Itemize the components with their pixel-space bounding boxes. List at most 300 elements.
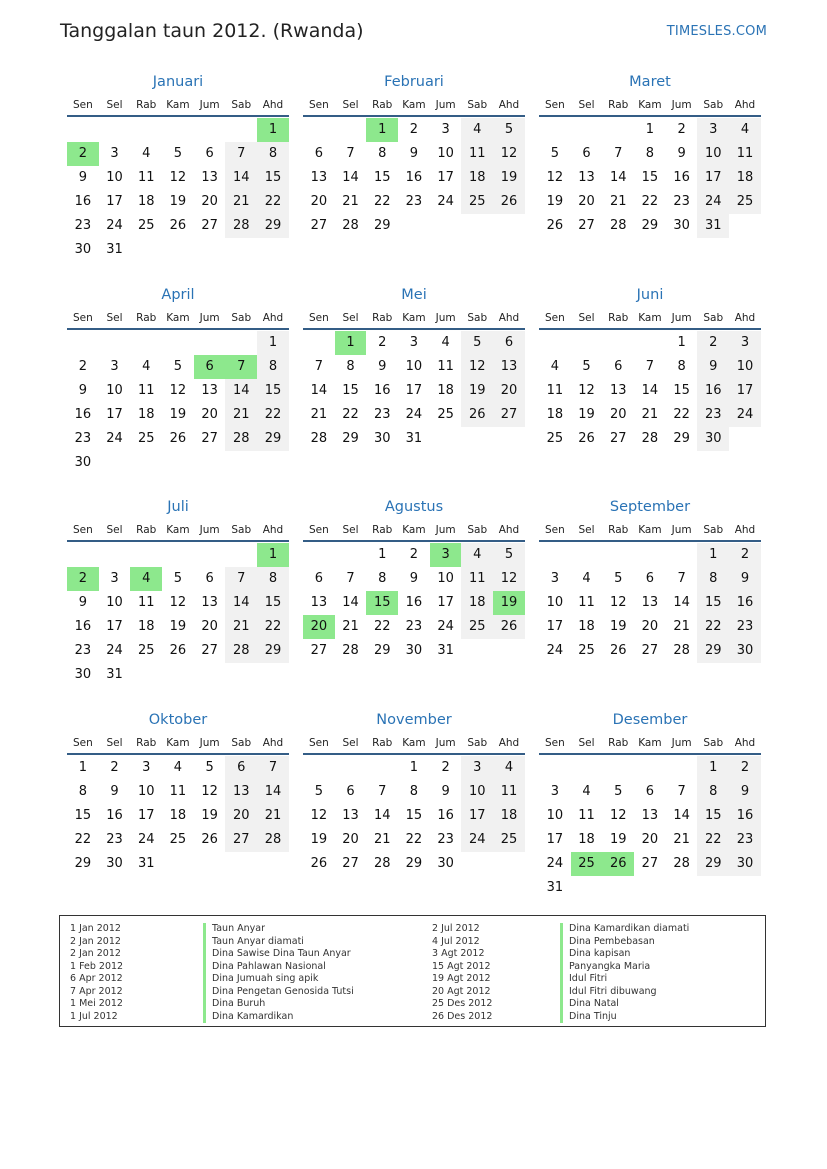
day-cell: 22 bbox=[257, 190, 289, 214]
day-cell: 20 bbox=[493, 379, 525, 403]
weekday-label: Jum bbox=[671, 99, 692, 111]
day-cell: 25 bbox=[169, 832, 187, 847]
day-cell: 28 bbox=[342, 643, 359, 658]
empty-cell bbox=[461, 639, 493, 663]
day-cell: 22 bbox=[673, 407, 690, 422]
day-cell: 5 bbox=[461, 331, 493, 355]
legend-date: 2 Jan 2012 bbox=[70, 935, 121, 947]
day-cell: 25 bbox=[461, 190, 493, 214]
weekday-label: Ahd bbox=[498, 737, 520, 749]
empty-cell bbox=[493, 214, 525, 238]
day-cell: 8 bbox=[257, 567, 289, 591]
week-row bbox=[303, 591, 525, 615]
empty-cell bbox=[335, 543, 367, 567]
day-cell: 29 bbox=[641, 218, 659, 233]
empty-cell bbox=[225, 852, 257, 876]
month-juni bbox=[539, 285, 761, 451]
day-cell: 20 bbox=[201, 194, 218, 209]
weekday-label: Kam bbox=[638, 737, 662, 749]
day-cell: 15 bbox=[697, 804, 729, 828]
day-cell: 16 bbox=[74, 407, 92, 422]
day-cell: 15 bbox=[342, 383, 359, 398]
day-cell: 9 bbox=[78, 383, 87, 398]
day-cell: 3 bbox=[441, 122, 450, 137]
empty-cell bbox=[571, 876, 603, 900]
day-cell: 3 bbox=[729, 331, 761, 355]
weekday-label: Jum bbox=[671, 312, 692, 324]
day-cell: 23 bbox=[673, 194, 690, 209]
day-cell: 9 bbox=[378, 359, 387, 374]
week-row bbox=[539, 142, 761, 166]
legend-holiday-name: Dina Kamardikan diamati bbox=[560, 923, 689, 936]
day-cell: 17 bbox=[106, 407, 123, 422]
day-cell: 13 bbox=[641, 595, 659, 610]
legend-holiday-name: Dina Pahlawan Nasional bbox=[203, 961, 326, 974]
day-cell: 20 bbox=[201, 619, 218, 634]
day-cell: 28 bbox=[225, 427, 257, 451]
day-cell: 31 bbox=[405, 431, 423, 446]
day-cell: 15 bbox=[641, 170, 659, 185]
legend-holiday-name: Idul Fitri bbox=[560, 973, 607, 986]
legend-holiday-name: Panyangka Maria bbox=[560, 961, 650, 974]
day-cell: 11 bbox=[137, 170, 155, 185]
day-cell: 10 bbox=[729, 355, 761, 379]
day-cell: 20 bbox=[310, 194, 328, 209]
weekday-label: Ahd bbox=[734, 737, 756, 749]
day-cell: 21 bbox=[225, 403, 257, 427]
day-cell: 6 bbox=[205, 571, 214, 586]
day-cell: 19 bbox=[310, 832, 328, 847]
legend-date: 1 Mei 2012 bbox=[70, 998, 123, 1009]
day-cell: 5 bbox=[173, 146, 183, 161]
day-cell: 21 bbox=[225, 190, 257, 214]
day-cell: 15 bbox=[373, 170, 391, 185]
week-row bbox=[539, 591, 761, 615]
month-name: Februari bbox=[384, 74, 444, 90]
weekday-label: Ahd bbox=[734, 524, 756, 536]
legend-entry bbox=[70, 973, 390, 986]
day-cell: 11 bbox=[493, 780, 525, 804]
month-name: Juni bbox=[636, 287, 664, 303]
day-cell: 5 bbox=[493, 543, 525, 567]
day-cell: 13 bbox=[342, 808, 359, 823]
weekday-header bbox=[539, 733, 761, 755]
weekday-label: Sab bbox=[231, 524, 252, 536]
day-cell: 6 bbox=[314, 571, 323, 586]
day-cell: 19 bbox=[169, 619, 187, 634]
day-cell: 10 bbox=[137, 784, 155, 799]
day-cell: 8 bbox=[378, 571, 387, 586]
weekday-label: Ahd bbox=[262, 312, 284, 324]
day-cell: 26 bbox=[609, 643, 627, 658]
day-cell: 4 bbox=[461, 543, 493, 567]
day-cell: 23 bbox=[106, 832, 123, 847]
day-cell: 29 bbox=[257, 214, 289, 238]
week-row bbox=[67, 238, 289, 262]
day-cell: 30 bbox=[697, 427, 729, 451]
legend-holiday-name: Dina Pengetan Genosida Tutsi bbox=[203, 986, 354, 999]
week-row bbox=[539, 331, 761, 355]
day-cell: 5 bbox=[314, 784, 323, 799]
legend-date: 20 Agt 2012 bbox=[432, 985, 491, 997]
day-cell: 28 bbox=[342, 218, 359, 233]
empty-cell bbox=[493, 852, 525, 876]
day-cell: 3 bbox=[697, 118, 729, 142]
weekday-header bbox=[303, 308, 525, 330]
day-cell: 10 bbox=[405, 359, 423, 374]
week-row bbox=[303, 331, 525, 355]
weekday-label: Sen bbox=[308, 524, 329, 536]
day-cell: 11 bbox=[137, 383, 155, 398]
weekday-label: Sen bbox=[308, 312, 329, 324]
day-cell: 9 bbox=[441, 784, 450, 799]
legend-date: 1 Jan 2012 bbox=[70, 923, 121, 934]
weekday-label: Sab bbox=[703, 737, 724, 749]
holiday-legend bbox=[59, 915, 766, 1027]
day-cell: 18 bbox=[461, 591, 493, 615]
weekday-label: Sen bbox=[308, 737, 329, 749]
weekday-label: Rab bbox=[608, 737, 629, 749]
empty-cell bbox=[666, 876, 698, 900]
weekday-label: Sen bbox=[308, 99, 329, 111]
brand-link[interactable]: TIMESLES.COM bbox=[666, 24, 767, 39]
day-cell: 12 bbox=[169, 170, 187, 185]
day-cell: 20 bbox=[578, 194, 595, 209]
weekday-label: Sel bbox=[578, 99, 595, 111]
week-row bbox=[303, 427, 525, 451]
empty-cell bbox=[493, 639, 525, 663]
legend-entry bbox=[432, 1011, 752, 1024]
day-cell: 4 bbox=[493, 756, 525, 780]
day-cell: 19 bbox=[169, 407, 187, 422]
day-cell: 16 bbox=[106, 808, 123, 823]
empty-cell bbox=[225, 451, 257, 475]
day-cell: 11 bbox=[729, 142, 761, 166]
day-cell: 29 bbox=[405, 856, 423, 871]
week-row bbox=[539, 639, 761, 663]
weekday-header bbox=[67, 308, 289, 330]
day-cell: 29 bbox=[74, 856, 92, 871]
weekday-label: Rab bbox=[372, 99, 393, 111]
day-cell: 24 bbox=[437, 194, 454, 209]
week-row bbox=[539, 214, 761, 238]
weekday-label: Sel bbox=[578, 524, 595, 536]
empty-cell bbox=[67, 331, 99, 355]
legend-column-right bbox=[432, 923, 752, 1023]
day-cell: 1 bbox=[677, 335, 686, 350]
weekday-label: Jum bbox=[199, 737, 220, 749]
day-cell: 24 bbox=[137, 832, 155, 847]
weekday-label: Ahd bbox=[262, 737, 284, 749]
legend-entry bbox=[432, 961, 752, 974]
day-cell: 8 bbox=[257, 355, 289, 379]
day-cell: 28 bbox=[673, 856, 690, 871]
legend-date: 19 Agt 2012 bbox=[432, 973, 491, 984]
day-cell: 19 bbox=[493, 166, 525, 190]
legend-entry bbox=[70, 1011, 390, 1024]
empty-cell bbox=[335, 118, 367, 142]
weekday-label: Rab bbox=[608, 312, 629, 324]
day-cell: 6 bbox=[614, 359, 623, 374]
day-cell: 20 bbox=[303, 615, 335, 639]
day-cell: 10 bbox=[697, 142, 729, 166]
day-cell: 29 bbox=[342, 431, 359, 446]
day-cell: 13 bbox=[225, 780, 257, 804]
empty-cell bbox=[194, 543, 226, 567]
legend-column-left bbox=[70, 923, 390, 1023]
week-row bbox=[303, 142, 525, 166]
month-name: Desember bbox=[612, 712, 688, 728]
day-cell: 16 bbox=[405, 595, 423, 610]
day-cell: 1 bbox=[409, 760, 419, 775]
legend-entry bbox=[432, 948, 752, 961]
day-cell: 19 bbox=[546, 194, 564, 209]
week-row bbox=[303, 639, 525, 663]
day-cell: 27 bbox=[310, 643, 328, 658]
weekday-label: Sel bbox=[106, 524, 123, 536]
weekday-label: Kam bbox=[402, 99, 426, 111]
day-cell: 26 bbox=[169, 643, 187, 658]
week-row bbox=[67, 142, 289, 166]
day-cell: 21 bbox=[225, 615, 257, 639]
empty-cell bbox=[130, 451, 162, 475]
day-cell: 24 bbox=[106, 643, 123, 658]
day-cell: 13 bbox=[493, 355, 525, 379]
empty-cell bbox=[130, 238, 162, 262]
empty-cell bbox=[162, 118, 194, 142]
day-cell: 24 bbox=[405, 407, 423, 422]
day-cell: 18 bbox=[461, 166, 493, 190]
day-cell: 18 bbox=[493, 804, 525, 828]
day-cell: 18 bbox=[578, 832, 595, 847]
week-row bbox=[303, 403, 525, 427]
day-cell: 3 bbox=[110, 359, 119, 374]
weekday-label: Kam bbox=[402, 524, 426, 536]
month-maret bbox=[539, 72, 761, 238]
day-cell: 28 bbox=[673, 643, 690, 658]
weekday-label: Rab bbox=[608, 524, 629, 536]
day-cell: 26 bbox=[169, 431, 187, 446]
day-cell: 4 bbox=[142, 146, 151, 161]
day-cell: 1 bbox=[378, 547, 387, 562]
day-cell: 28 bbox=[609, 218, 627, 233]
empty-cell bbox=[67, 118, 99, 142]
day-cell: 31 bbox=[137, 856, 155, 871]
week-row bbox=[539, 379, 761, 403]
day-cell: 22 bbox=[697, 828, 729, 852]
day-cell: 13 bbox=[310, 595, 328, 610]
day-cell: 26 bbox=[310, 856, 328, 871]
day-cell: 14 bbox=[225, 379, 257, 403]
week-row bbox=[539, 427, 761, 451]
week-row bbox=[539, 804, 761, 828]
weekday-label: Sen bbox=[544, 99, 565, 111]
day-cell: 13 bbox=[201, 383, 218, 398]
empty-cell bbox=[571, 118, 603, 142]
week-row bbox=[67, 403, 289, 427]
day-cell: 13 bbox=[609, 383, 627, 398]
day-cell: 6 bbox=[582, 146, 591, 161]
day-cell: 26 bbox=[602, 852, 634, 876]
day-cell: 26 bbox=[461, 403, 493, 427]
weekday-label: Rab bbox=[372, 312, 393, 324]
day-cell: 6 bbox=[346, 784, 355, 799]
day-cell: 26 bbox=[493, 615, 525, 639]
legend-entry bbox=[70, 986, 390, 999]
day-cell: 15 bbox=[257, 166, 289, 190]
legend-date: 4 Jul 2012 bbox=[432, 935, 480, 947]
day-cell: 18 bbox=[437, 383, 454, 398]
day-cell: 20 bbox=[225, 804, 257, 828]
day-cell: 24 bbox=[546, 856, 564, 871]
day-cell: 29 bbox=[697, 852, 729, 876]
day-cell: 16 bbox=[405, 170, 423, 185]
day-cell: 27 bbox=[342, 856, 359, 871]
weekday-header bbox=[539, 308, 761, 330]
day-cell: 19 bbox=[169, 194, 187, 209]
empty-cell bbox=[634, 543, 666, 567]
month-name: September bbox=[609, 499, 691, 515]
day-cell: 5 bbox=[205, 760, 214, 775]
day-cell: 21 bbox=[373, 832, 391, 847]
day-cell: 28 bbox=[310, 431, 328, 446]
empty-cell bbox=[194, 238, 226, 262]
weekday-label: Sab bbox=[703, 99, 724, 111]
empty-cell bbox=[194, 852, 226, 876]
weekday-label: Sen bbox=[544, 312, 565, 324]
day-cell: 19 bbox=[609, 619, 627, 634]
weekday-label: Rab bbox=[136, 524, 157, 536]
weekday-label: Ahd bbox=[262, 99, 284, 111]
legend-date: 6 Apr 2012 bbox=[70, 973, 123, 984]
weekday-label: Ahd bbox=[262, 524, 284, 536]
weekday-header bbox=[303, 733, 525, 755]
empty-cell bbox=[99, 331, 131, 355]
day-cell: 24 bbox=[729, 403, 761, 427]
week-row bbox=[303, 852, 525, 876]
empty-cell bbox=[461, 214, 493, 238]
day-cell: 16 bbox=[697, 379, 729, 403]
legend-holiday-name: Dina Natal bbox=[560, 998, 619, 1011]
day-cell: 2 bbox=[409, 547, 419, 562]
day-cell: 12 bbox=[609, 595, 627, 610]
day-cell: 22 bbox=[342, 407, 359, 422]
empty-cell bbox=[67, 543, 99, 567]
weekday-label: Sab bbox=[231, 99, 252, 111]
day-cell: 19 bbox=[578, 407, 595, 422]
week-row bbox=[303, 615, 525, 639]
day-cell: 7 bbox=[225, 355, 257, 379]
day-cell: 19 bbox=[493, 591, 525, 615]
empty-cell bbox=[539, 756, 571, 780]
day-cell: 23 bbox=[74, 643, 92, 658]
legend-entry bbox=[432, 986, 752, 999]
week-row bbox=[539, 852, 761, 876]
week-row bbox=[539, 756, 761, 780]
empty-cell bbox=[398, 214, 430, 238]
weekday-label: Jum bbox=[671, 737, 692, 749]
day-cell: 29 bbox=[373, 643, 391, 658]
weekday-header bbox=[67, 520, 289, 542]
empty-cell bbox=[430, 214, 462, 238]
month-juli bbox=[67, 497, 289, 687]
day-cell: 7 bbox=[225, 567, 257, 591]
day-cell: 17 bbox=[461, 804, 493, 828]
empty-cell bbox=[162, 451, 194, 475]
day-cell: 19 bbox=[609, 832, 627, 847]
day-cell: 10 bbox=[106, 595, 123, 610]
day-cell: 18 bbox=[137, 619, 155, 634]
day-cell: 4 bbox=[550, 359, 559, 374]
day-cell: 21 bbox=[673, 832, 690, 847]
day-cell: 16 bbox=[373, 383, 391, 398]
day-cell: 10 bbox=[437, 146, 454, 161]
empty-cell bbox=[303, 118, 335, 142]
legend-entry bbox=[432, 923, 752, 936]
empty-cell bbox=[539, 118, 571, 142]
day-cell: 5 bbox=[614, 571, 623, 586]
week-row bbox=[67, 852, 289, 876]
day-cell: 15 bbox=[257, 591, 289, 615]
month-name: Maret bbox=[629, 74, 671, 90]
day-cell: 17 bbox=[106, 619, 123, 634]
day-cell: 29 bbox=[673, 431, 690, 446]
weekday-label: Sel bbox=[578, 312, 595, 324]
day-cell: 1 bbox=[257, 543, 289, 567]
week-row bbox=[67, 663, 289, 687]
day-cell: 14 bbox=[673, 808, 690, 823]
day-cell: 18 bbox=[169, 808, 187, 823]
legend-date: 26 Des 2012 bbox=[432, 1010, 493, 1022]
day-cell: 8 bbox=[645, 146, 655, 161]
day-cell: 7 bbox=[378, 784, 387, 799]
day-cell: 9 bbox=[78, 170, 87, 185]
week-row bbox=[539, 615, 761, 639]
day-cell: 8 bbox=[378, 146, 387, 161]
empty-cell bbox=[539, 543, 571, 567]
day-cell: 23 bbox=[437, 832, 454, 847]
day-cell: 7 bbox=[257, 756, 289, 780]
weekday-label: Kam bbox=[402, 312, 426, 324]
day-cell: 19 bbox=[461, 379, 493, 403]
day-cell: 2 bbox=[441, 760, 450, 775]
legend-date: 7 Apr 2012 bbox=[70, 985, 123, 997]
weekday-label: Kam bbox=[166, 524, 190, 536]
day-cell: 14 bbox=[373, 808, 391, 823]
month-name: November bbox=[376, 712, 452, 728]
day-cell: 14 bbox=[342, 595, 359, 610]
day-cell: 5 bbox=[614, 784, 623, 799]
day-cell: 27 bbox=[310, 218, 328, 233]
day-cell: 1 bbox=[78, 760, 87, 775]
day-cell: 18 bbox=[729, 166, 761, 190]
day-cell: 6 bbox=[314, 146, 323, 161]
empty-cell bbox=[130, 331, 162, 355]
month-name: Mei bbox=[401, 287, 427, 303]
day-cell: 4 bbox=[582, 571, 591, 586]
weekday-label: Sel bbox=[106, 99, 123, 111]
day-cell: 10 bbox=[546, 595, 564, 610]
day-cell: 7 bbox=[677, 784, 686, 799]
day-cell: 12 bbox=[169, 383, 187, 398]
day-cell: 29 bbox=[257, 427, 289, 451]
day-cell: 5 bbox=[173, 571, 183, 586]
day-cell: 9 bbox=[729, 780, 761, 804]
day-cell: 1 bbox=[257, 118, 289, 142]
day-cell: 14 bbox=[257, 780, 289, 804]
legend-holiday-name: Taun Anyar diamati bbox=[203, 936, 304, 949]
weekday-label: Ahd bbox=[734, 312, 756, 324]
